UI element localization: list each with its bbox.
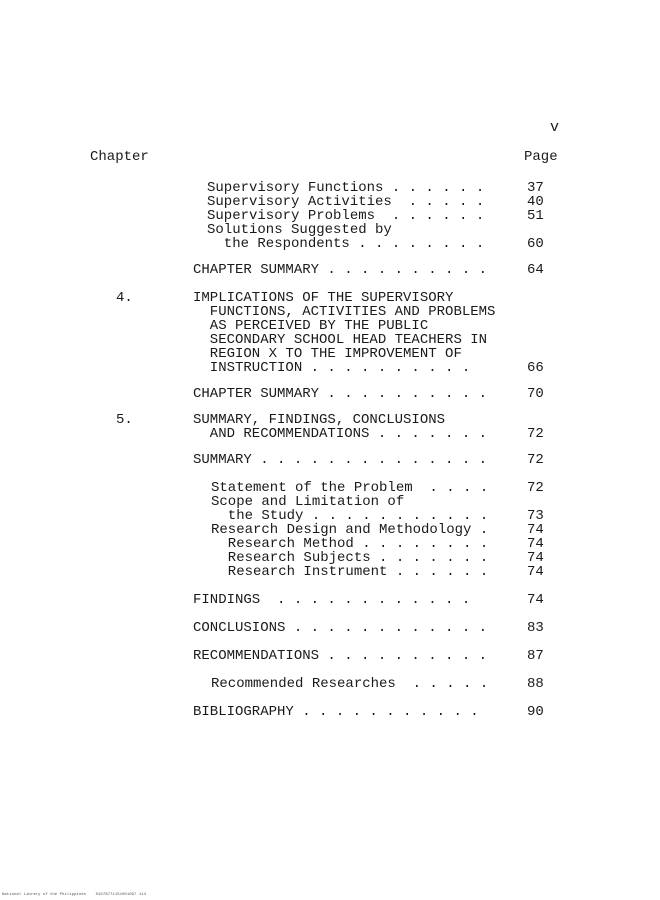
toc-entry-text: Research Method . . . . . . . .: [211, 536, 489, 552]
toc-entry-text: the Respondents . . . . . . . .: [207, 236, 485, 252]
chapter-column-heading: Chapter: [90, 149, 149, 165]
toc-entry-text: RECOMMENDATIONS . . . . . . . . . .: [193, 648, 488, 664]
toc-entry-text: Recommended Researches . . . . .: [211, 676, 489, 692]
toc-page-number: 87: [527, 648, 544, 664]
toc-entry-text: AS PERCEIVED BY THE PUBLIC: [193, 318, 429, 334]
toc-entry-text: Research Design and Methodology .: [211, 522, 489, 538]
toc-page-number: 74: [527, 522, 544, 538]
toc-entry-text: SECONDARY SCHOOL HEAD TEACHERS IN: [193, 332, 488, 348]
toc-page-number: 64: [527, 262, 544, 278]
toc-entry-text: Supervisory Activities . . . . .: [207, 194, 485, 210]
toc-page-number: 70: [527, 386, 544, 402]
page-footer: National Library of the Philippines 0107877115100109? 114: [2, 893, 147, 897]
toc-entry-text: BIBLIOGRAPHY . . . . . . . . . . .: [193, 704, 479, 720]
toc-entry-text: FUNCTIONS, ACTIVITIES AND PROBLEMS: [193, 304, 496, 320]
toc-page-number: 72: [527, 426, 544, 442]
toc-page-number: 90: [527, 704, 544, 720]
toc-entry-text: the Study . . . . . . . . . . .: [211, 508, 489, 524]
toc-entry-text: Supervisory Problems . . . . . .: [207, 208, 485, 224]
toc-entry-text: Solutions Suggested by: [207, 222, 392, 238]
toc-page-number: 37: [527, 180, 544, 196]
toc-chapter-number: 4.: [116, 290, 133, 306]
toc-entry-text: Research Instrument . . . . . .: [211, 564, 489, 580]
toc-page-number: 72: [527, 452, 544, 468]
toc-entry-text: Research Subjects . . . . . . .: [211, 550, 489, 566]
toc-entry-text: FINDINGS . . . . . . . . . . . .: [193, 592, 471, 608]
toc-page-number: 74: [527, 536, 544, 552]
toc-entry-text: AND RECOMMENDATIONS . . . . . . .: [193, 426, 488, 442]
toc-page-number: 73: [527, 508, 544, 524]
toc-page-number: 74: [527, 592, 544, 608]
toc-entry-text: CONCLUSIONS . . . . . . . . . . . .: [193, 620, 488, 636]
toc-page-number: 72: [527, 480, 544, 496]
page-roman-number: v: [550, 119, 560, 136]
toc-entry-text: REGION X TO THE IMPROVEMENT OF: [193, 346, 462, 362]
toc-entry-text: IMPLICATIONS OF THE SUPERVISORY: [193, 290, 454, 306]
toc-entry-text: SUMMARY, FINDINGS, CONCLUSIONS: [193, 412, 446, 428]
toc-entry-text: INSTRUCTION . . . . . . . . . .: [193, 360, 471, 376]
toc-page-number: 74: [527, 550, 544, 566]
toc-page-number: 66: [527, 360, 544, 376]
toc-entry-text: CHAPTER SUMMARY . . . . . . . . . .: [193, 262, 488, 278]
toc-page-number: 40: [527, 194, 544, 210]
page-column-heading: Page: [524, 149, 558, 165]
toc-page-number: 83: [527, 620, 544, 636]
toc-page-number: 74: [527, 564, 544, 580]
toc-entry-text: Scope and Limitation of: [211, 494, 405, 510]
toc-entry-text: Statement of the Problem . . . .: [211, 480, 489, 496]
toc-entry-text: SUMMARY . . . . . . . . . . . . . .: [193, 452, 488, 468]
toc-chapter-number: 5.: [116, 412, 133, 428]
toc-page-number: 60: [527, 236, 544, 252]
toc-page-number: 51: [527, 208, 544, 224]
toc-entry-text: Supervisory Functions . . . . . .: [207, 180, 485, 196]
toc-page-number: 88: [527, 676, 544, 692]
toc-entry-text: CHAPTER SUMMARY . . . . . . . . . .: [193, 386, 488, 402]
